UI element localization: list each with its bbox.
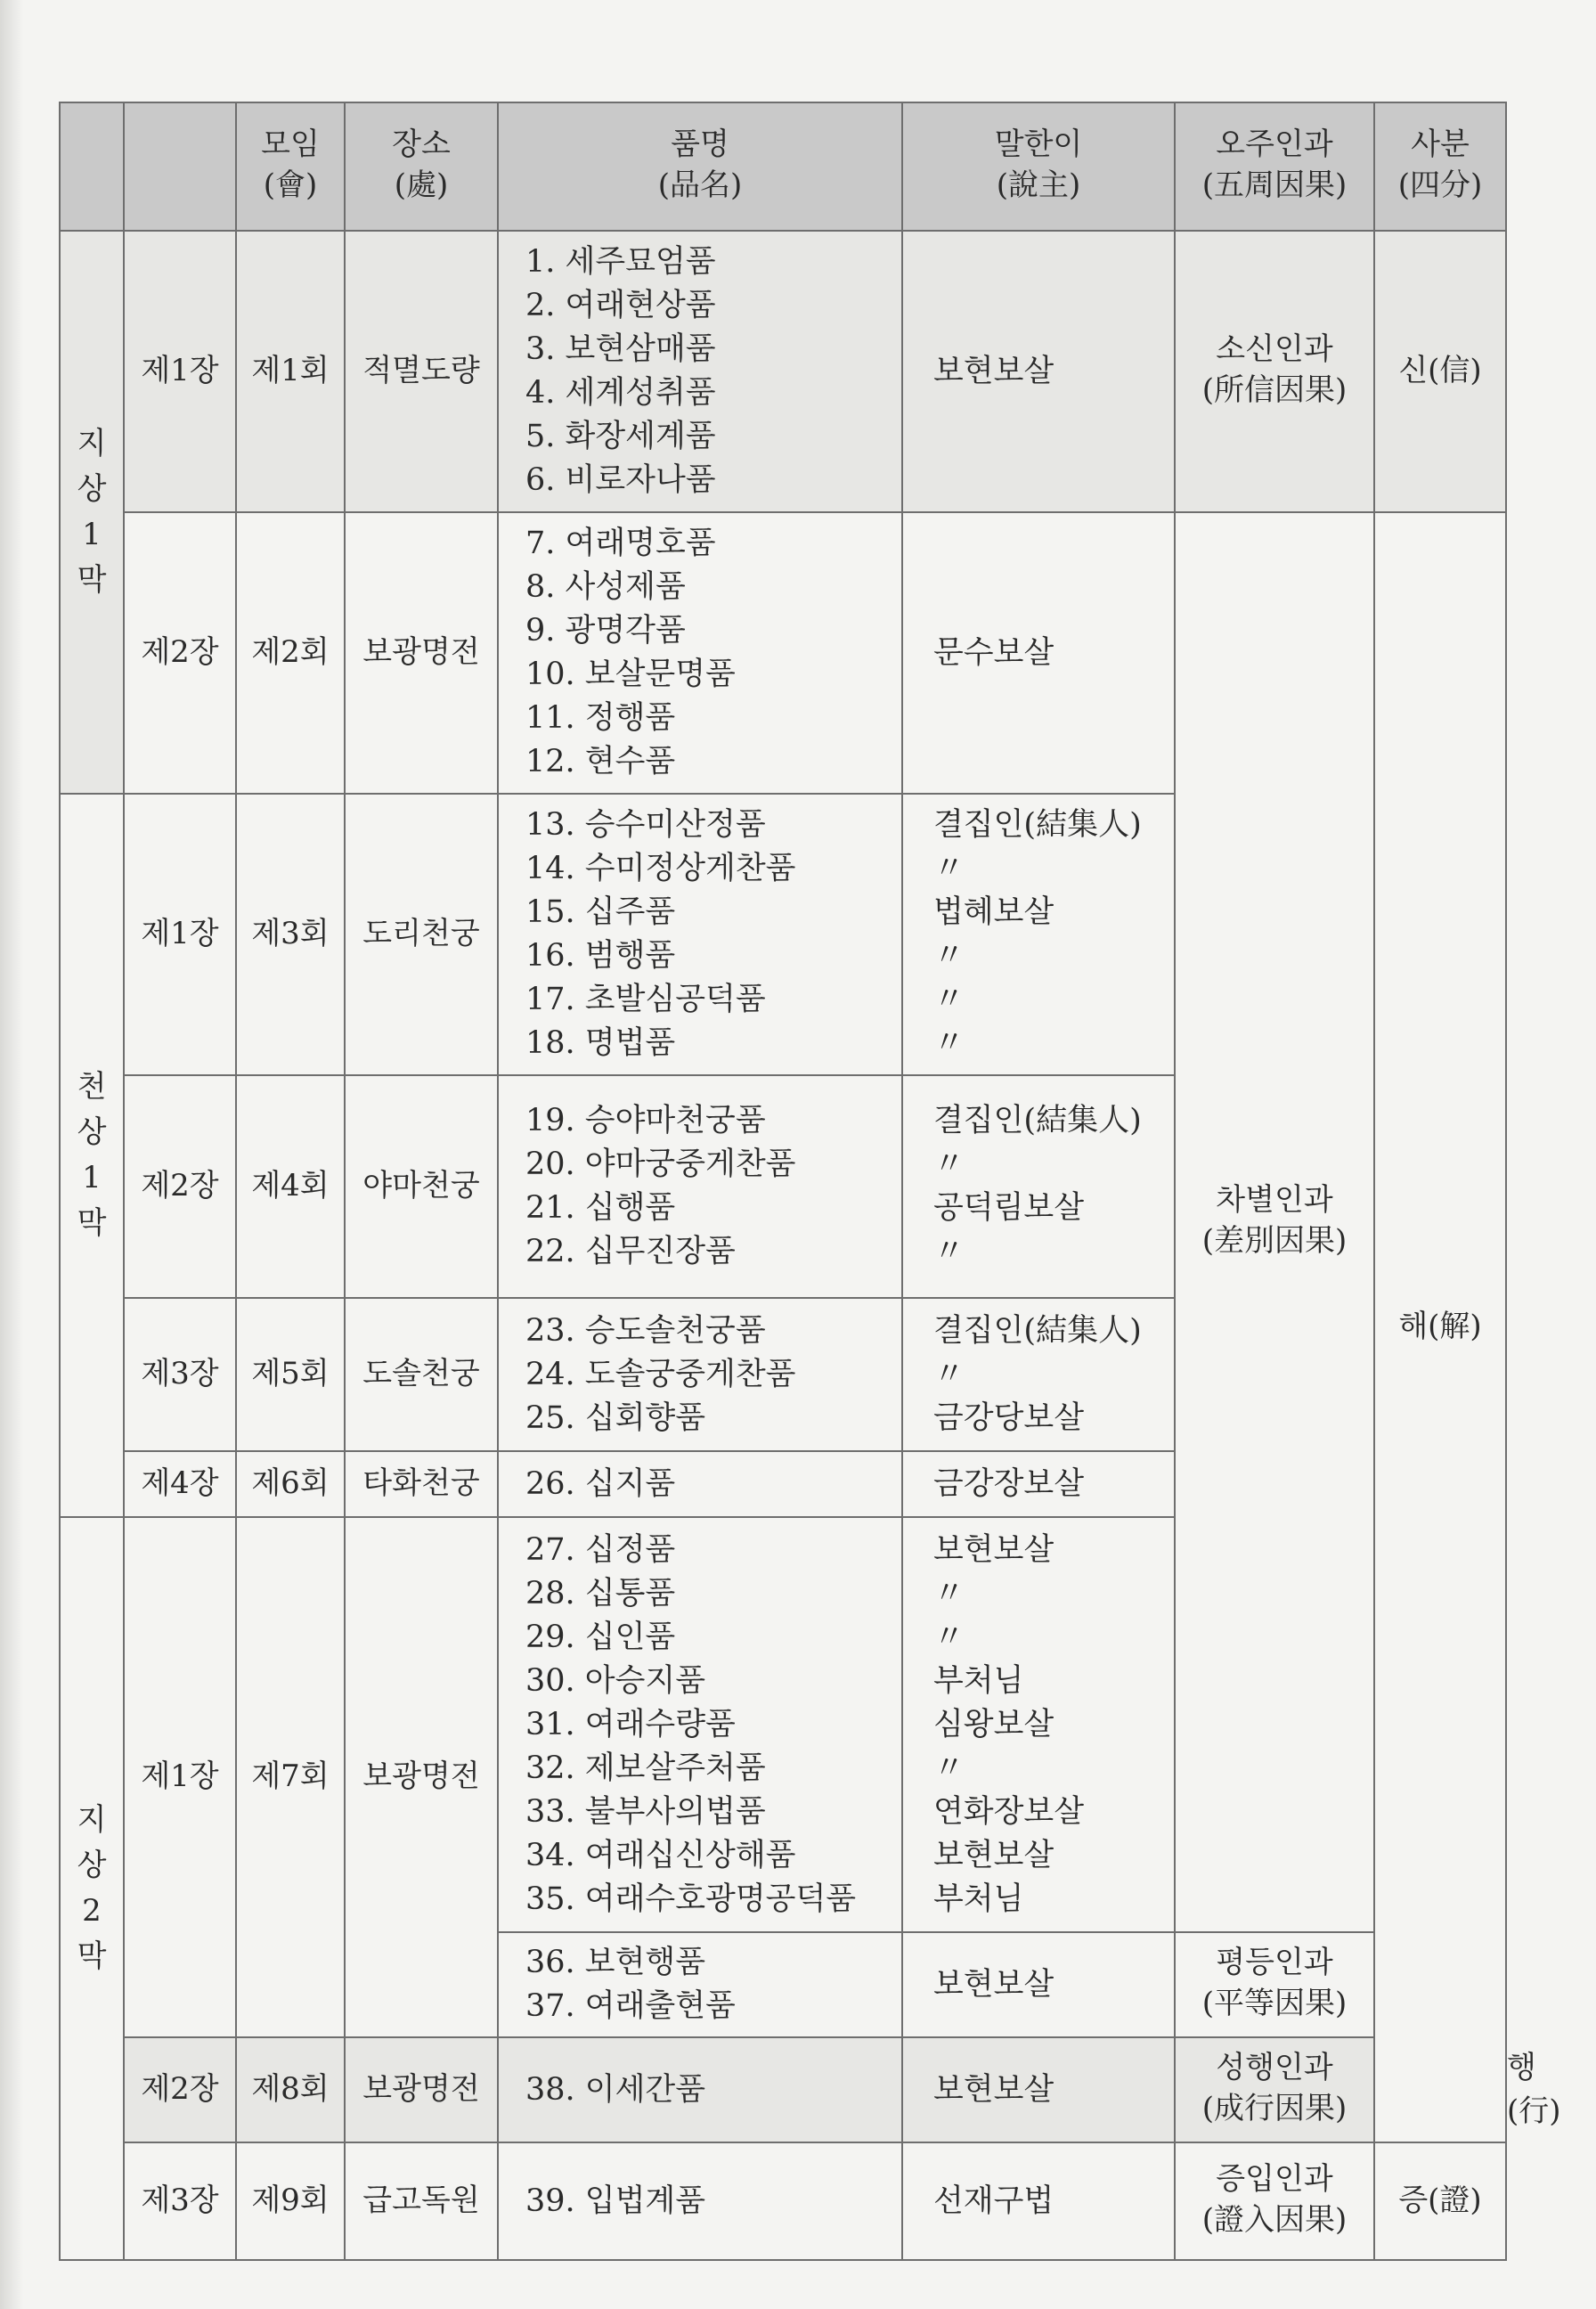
chapter-list-cell — [498, 2142, 902, 2260]
cause-cell: 증입인과 (證入因果) — [1175, 2142, 1374, 2260]
chapter-list-cell — [498, 1517, 902, 1932]
jang-cell: 제3장 — [124, 2142, 236, 2260]
chapter-item: 28. 십통품 — [525, 1575, 676, 1611]
speaker-cell — [902, 1517, 1175, 1932]
header-jang — [124, 102, 236, 231]
speaker-item: 보현보살 — [933, 353, 1054, 389]
speaker-item: 〃 — [933, 938, 965, 974]
speaker-item: 〃 — [933, 1025, 965, 1061]
speaker-item: 〃 — [933, 1750, 965, 1786]
sabun-cell: 증(證) — [1374, 2142, 1506, 2260]
speaker-item: 〃 — [933, 1356, 965, 1392]
header-ojuingwa: 오주인과 (五周因果) — [1175, 102, 1374, 231]
header-malhani: 말한이 (說主) — [902, 102, 1175, 231]
chapter-item: 20. 야마궁중게찬품 — [525, 1146, 796, 1182]
place-cell: 보광명전 — [345, 2037, 498, 2142]
hoe-cell: 제4회 — [236, 1075, 345, 1298]
chapter-list-cell — [498, 2037, 902, 2142]
header-moim: 모임 (會) — [236, 102, 345, 231]
act-label: 지 상 1 막 — [60, 231, 124, 794]
chapter-item: 26. 십지품 — [525, 1465, 676, 1502]
speaker-item: 결집인(結集人) — [933, 1103, 1142, 1138]
table-row — [60, 231, 1506, 512]
jang-cell: 제1장 — [124, 1517, 236, 2037]
hoe-cell: 제1회 — [236, 231, 345, 512]
chapter-item: 29. 십인품 — [525, 1619, 676, 1655]
hoe-cell: 제5회 — [236, 1298, 345, 1451]
chapter-item: 8. 사성제품 — [525, 569, 686, 605]
chapter-item: 27. 십정품 — [525, 1531, 676, 1568]
chapter-item: 34. 여래십신상해품 — [525, 1837, 796, 1873]
speaker-item: 〃 — [933, 1575, 965, 1611]
header-act — [60, 102, 124, 231]
chapter-item: 17. 초발심공덕품 — [525, 982, 766, 1017]
speaker-cell — [902, 1451, 1175, 1517]
speaker-cell — [902, 231, 1175, 512]
place-cell: 적멸도량 — [345, 231, 498, 512]
speaker-cell — [902, 512, 1175, 794]
speaker-item: 선재구법 — [933, 2183, 1054, 2219]
chapter-item: 13. 승수미산정품 — [525, 807, 766, 843]
sabun-cell: 해(解) — [1374, 512, 1506, 2142]
chapter-item: 31. 여래수량품 — [525, 1706, 736, 1742]
chapter-item: 6. 비로자나품 — [525, 462, 716, 498]
chapter-item: 39. 입법계품 — [525, 2183, 706, 2219]
chapter-list-cell — [498, 1451, 902, 1517]
speaker-item: 금강당보살 — [933, 1399, 1085, 1436]
place-cell: 보광명전 — [345, 512, 498, 794]
jang-cell: 제4장 — [124, 1451, 236, 1517]
place-cell: 도리천궁 — [345, 794, 498, 1075]
speaker-cell — [902, 2037, 1175, 2142]
speaker-cell — [902, 1932, 1175, 2037]
act-label: 지 상 2 막 — [60, 1517, 124, 2260]
jang-cell: 제1장 — [124, 794, 236, 1075]
place-cell: 도솔천궁 — [345, 1298, 498, 1451]
place-cell: 급고독원 — [345, 2142, 498, 2260]
chapter-item: 10. 보살문명품 — [525, 657, 736, 692]
speaker-item: 〃 — [933, 1234, 965, 1269]
speaker-item: 〃 — [933, 851, 965, 886]
table-row — [60, 512, 1506, 794]
speaker-item: 〃 — [933, 1619, 965, 1655]
hoe-cell: 제2회 — [236, 512, 345, 794]
speaker-cell — [902, 1075, 1175, 1298]
chapter-item: 37. 여래출현품 — [525, 1988, 736, 2024]
speaker-item: 문수보살 — [933, 634, 1054, 671]
chapter-item: 9. 광명각품 — [525, 613, 686, 649]
chapter-list-cell — [498, 1298, 902, 1451]
chapter-list-cell — [498, 512, 902, 794]
speaker-cell — [902, 794, 1175, 1075]
chapter-item: 23. 승도솔천궁품 — [525, 1312, 766, 1349]
header-sabun: 사분 (四分) — [1374, 102, 1506, 231]
jang-cell: 제2장 — [124, 2037, 236, 2142]
chapter-item: 22. 십무진장품 — [525, 1234, 736, 1269]
jang-cell: 제2장 — [124, 512, 236, 794]
cause-cell: 성행인과 (成行因果) — [1175, 2037, 1374, 2142]
speaker-item: 〃 — [933, 982, 965, 1017]
chapter-item: 5. 화장세계품 — [525, 419, 716, 454]
chapter-item: 12. 현수품 — [525, 744, 676, 779]
chapter-item: 32. 제보살주처품 — [525, 1750, 766, 1786]
cause-cell: 소신인과 (所信因果) — [1175, 231, 1374, 512]
speaker-item: 보현보살 — [933, 1837, 1054, 1873]
hoe-cell: 제3회 — [236, 794, 345, 1075]
chapter-item: 3. 보현삼매품 — [525, 331, 716, 367]
speaker-item: 연화장보살 — [933, 1793, 1085, 1830]
chapter-list-cell — [498, 1075, 902, 1298]
speaker-item: 심왕보살 — [933, 1706, 1054, 1742]
chapter-item: 30. 아승지품 — [525, 1662, 706, 1699]
speaker-item: 결집인(結集人) — [933, 1312, 1142, 1349]
chapter-item: 4. 세계성취품 — [525, 375, 716, 411]
sabun-cell: 신(信) — [1374, 231, 1506, 512]
cause-cell: 평등인과 (平等因果) — [1175, 1932, 1374, 2037]
jang-cell: 제1장 — [124, 231, 236, 512]
header-jangso: 장소 (處) — [345, 102, 498, 231]
speaker-item: 금강장보살 — [933, 1465, 1085, 1502]
chapter-item: 18. 명법품 — [525, 1025, 676, 1061]
chapter-item: 15. 십주품 — [525, 894, 676, 930]
speaker-item: 결집인(結集人) — [933, 807, 1142, 843]
chapter-item: 16. 범행품 — [525, 938, 676, 974]
chapter-item: 14. 수미정상게찬품 — [525, 851, 796, 886]
chapter-item: 36. 보현행품 — [525, 1945, 706, 1980]
chapter-list-cell — [498, 1932, 902, 2037]
chapter-item: 7. 여래명호품 — [525, 526, 716, 561]
hoe-cell: 제7회 — [236, 1517, 345, 2037]
jang-cell: 제2장 — [124, 1075, 236, 1298]
hoe-cell: 제8회 — [236, 2037, 345, 2142]
chapter-item: 2. 여래현상품 — [525, 288, 716, 323]
page-edge-shadow — [0, 0, 23, 2309]
speaker-item: 보현보살 — [933, 2071, 1054, 2108]
place-cell: 타화천궁 — [345, 1451, 498, 1517]
speaker-item: 보현보살 — [933, 1531, 1054, 1568]
speaker-cell — [902, 1298, 1175, 1451]
header-row — [60, 102, 1506, 231]
cause-cell: 차별인과 (差別因果) — [1175, 512, 1374, 1932]
chapter-item: 24. 도솔궁중게찬품 — [525, 1356, 796, 1392]
hoe-cell: 제6회 — [236, 1451, 345, 1517]
chapter-item: 38. 이세간품 — [525, 2071, 706, 2108]
chapter-item: 35. 여래수호광명공덕품 — [525, 1881, 857, 1917]
chapter-item: 33. 불부사의법품 — [525, 1793, 766, 1830]
table-row: 제2장 제8회 보광명전 38. 이세간품 보현보살 성행인과 (成行因果) 행(行) — [60, 2037, 1506, 2142]
speaker-item: 부처님 — [933, 1662, 1024, 1699]
chapter-item: 11. 정행품 — [525, 700, 676, 736]
avatamsaka-structure-table — [59, 102, 1561, 2261]
speaker-item: 법혜보살 — [933, 894, 1054, 930]
jang-cell: 제3장 — [124, 1298, 236, 1451]
chapter-item: 21. 십행품 — [525, 1190, 676, 1226]
chapter-list-cell — [498, 794, 902, 1075]
speaker-item: 공덕림보살 — [933, 1190, 1085, 1226]
speaker-cell — [902, 2142, 1175, 2260]
table-row — [60, 2142, 1506, 2260]
chapter-item: 1. 세주묘엄품 — [525, 244, 716, 280]
chapter-item: 25. 십회향품 — [525, 1399, 706, 1436]
chapter-list-cell — [498, 231, 902, 512]
chapter-item: 19. 승야마천궁품 — [525, 1103, 766, 1138]
speaker-item: 보현보살 — [933, 1966, 1054, 2003]
speaker-item: 〃 — [933, 1146, 965, 1182]
speaker-item: 부처님 — [933, 1881, 1024, 1917]
header-pummyeong: 품명 (品名) — [498, 102, 902, 231]
act-label: 천 상 1 막 — [60, 794, 124, 1517]
place-cell: 보광명전 — [345, 1517, 498, 2037]
place-cell: 야마천궁 — [345, 1075, 498, 1298]
hoe-cell: 제9회 — [236, 2142, 345, 2260]
